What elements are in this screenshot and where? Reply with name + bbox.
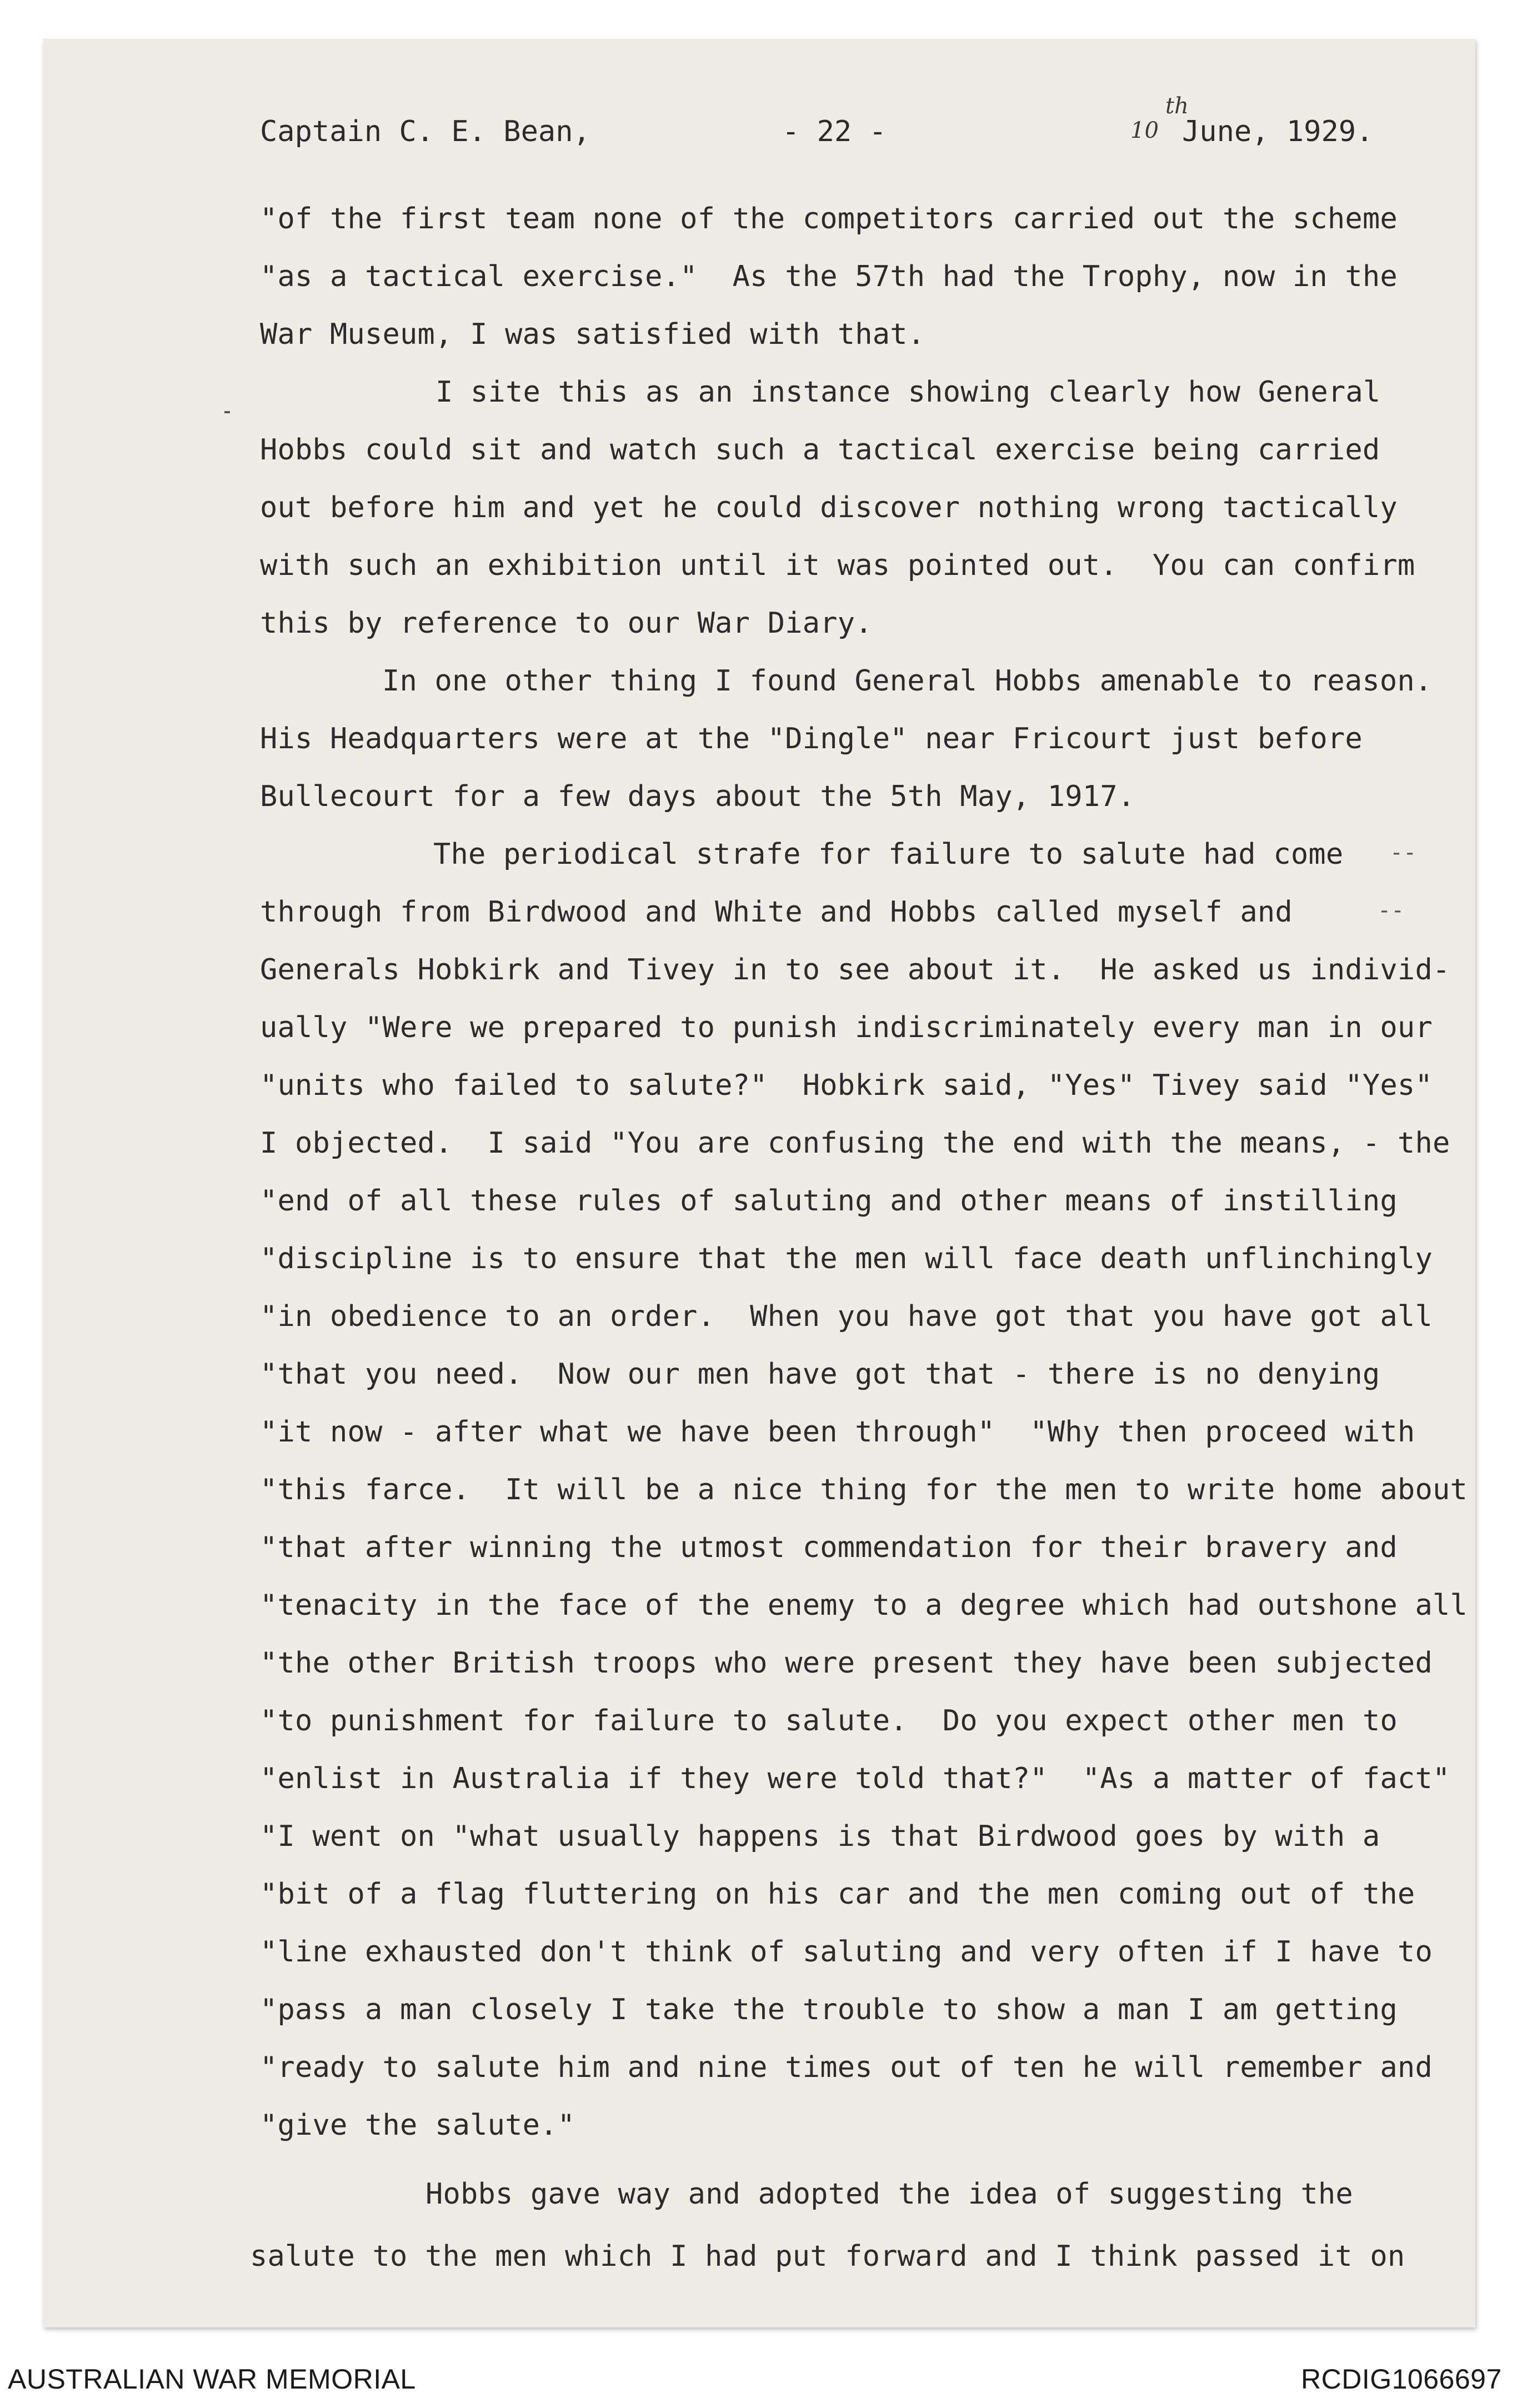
- body-line: I objected. I said "You are confusing the end with the means, - the: [260, 1127, 1450, 1160]
- body-line: "as a tactical exercise." As the 57th had the Trophy, now in the: [260, 260, 1398, 293]
- body-line: "of the first team none of the competitors carried out the scheme: [260, 202, 1398, 236]
- body-line: "that after winning the utmost commendation for their bravery and: [260, 1531, 1398, 1564]
- body-line: Hobbs could sit and watch such a tactical exercise being carried: [260, 433, 1380, 467]
- body-line: "this farce. It will be a nice thing for the men to write home about: [260, 1473, 1468, 1506]
- body-line: War Museum, I was satisfied with that.: [260, 318, 925, 351]
- header-recipient: Captain C. E. Bean,: [260, 115, 590, 148]
- body-line: Generals Hobkirk and Tivey in to see about it. He asked us individ-: [260, 953, 1450, 987]
- body-line: "line exhausted don't think of saluting and very often if I have to: [260, 1935, 1433, 1969]
- body-line: "that you need. Now our men have got that - there is no denying: [260, 1358, 1380, 1391]
- body-line: Bullecourt for a few days about the 5th May, 1917.: [260, 780, 1135, 813]
- header-date-suffix: th: [1165, 93, 1189, 119]
- body-line: I site this as an instance showing clearly how General: [435, 376, 1381, 409]
- body-line: Hobbs gave way and adopted the idea of suggesting the: [425, 2177, 1353, 2211]
- body-line: "I went on "what usually happens is that Birdwood goes by with a: [260, 1820, 1380, 1853]
- body-line: salute to the men which I had put forward and I think passed it on: [250, 2240, 1405, 2273]
- body-line: "pass a man closely I take the trouble to show a man I am getting: [260, 1993, 1398, 2026]
- header-date: June, 1929.: [1182, 115, 1374, 148]
- body-line: this by reference to our War Diary.: [260, 607, 873, 640]
- footer-archive-name: AUSTRALIAN WAR MEMORIAL: [8, 2364, 416, 2395]
- body-line: "to punishment for failure to salute. Do you expect other men to: [260, 1704, 1398, 1738]
- body-line: "tenacity in the face of the enemy to a degree which had outshone all: [260, 1589, 1468, 1622]
- body-line: "ready to salute him and nine times out of ten he will remember and: [260, 2051, 1433, 2084]
- body-line: "it now - after what we have been through" "Why then proceed with: [260, 1415, 1415, 1449]
- body-line: In one other thing I found General Hobbs amenable to reason.: [382, 664, 1433, 698]
- footer-record-id: RCDIG1066697: [1301, 2364, 1502, 2395]
- body-line: ually "Were we prepared to punish indiscriminately every man in our: [260, 1011, 1433, 1044]
- header-page-number: - 22 -: [782, 115, 887, 148]
- body-line: with such an exhibition until it was pointed out. You can confirm: [260, 549, 1415, 582]
- body-line: "discipline is to ensure that the men will face death unflinchingly: [260, 1242, 1433, 1275]
- body-line: "in obedience to an order. When you have got that you have got all: [260, 1300, 1433, 1333]
- margin-dash-mark: --: [1378, 898, 1405, 923]
- margin-tick-mark: [224, 411, 230, 413]
- body-line: His Headquarters were at the "Dingle" near Fricourt just before: [260, 722, 1363, 755]
- body-line: out before him and yet he could discover nothing wrong tactically: [260, 491, 1398, 524]
- body-line: "give the salute.": [260, 2109, 575, 2142]
- body-line: "units who failed to salute?" Hobkirk said, "Yes" Tivey said "Yes": [260, 1069, 1433, 1102]
- body-line: "the other British troops who were present they have been subjected: [260, 1646, 1433, 1680]
- body-line: "bit of a flag fluttering on his car and the men coming out of the: [260, 1878, 1415, 1911]
- body-line: "end of all these rules of saluting and other means of instilling: [260, 1184, 1398, 1218]
- body-line: "enlist in Australia if they were told that?" "As a matter of fact": [260, 1762, 1450, 1795]
- body-line: The periodical strafe for failure to salute had come: [433, 838, 1344, 871]
- body-line: through from Birdwood and White and Hobbs called myself and: [260, 895, 1293, 929]
- margin-dash-mark: --: [1390, 840, 1417, 865]
- header-date-day: 10: [1130, 118, 1159, 143]
